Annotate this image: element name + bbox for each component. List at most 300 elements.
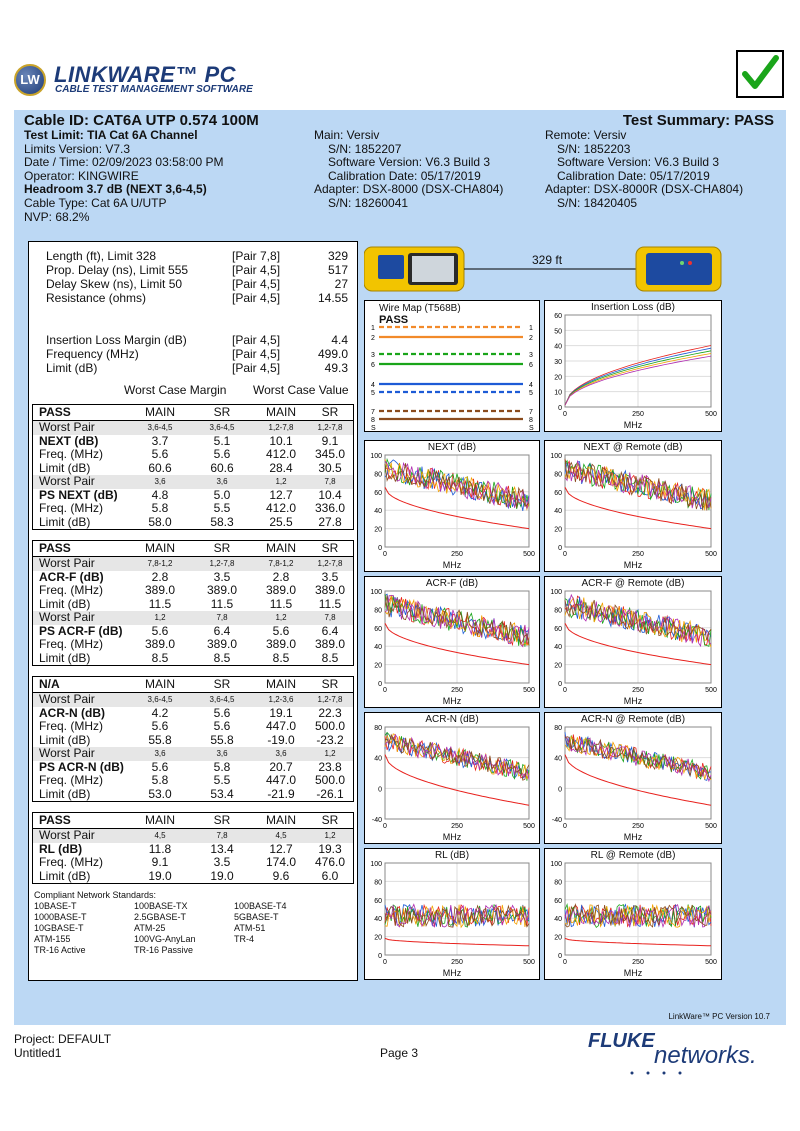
- y-tick-label: 80: [374, 879, 382, 887]
- x-axis-label: MHz: [623, 560, 643, 570]
- x-axis-label: MHz: [442, 832, 462, 842]
- table-row: [33, 829, 353, 843]
- table-row: [33, 734, 353, 748]
- measurement-chart: [544, 440, 722, 572]
- y-tick-label: 40: [554, 755, 562, 763]
- y-tick-label: 20: [554, 934, 562, 942]
- row-value: 5.6: [151, 759, 169, 774]
- row-value: 8.5: [321, 650, 339, 665]
- row-value: 3.5: [213, 855, 231, 869]
- shield-label: S: [529, 425, 534, 432]
- row-label: Freq. (MHz): [39, 501, 103, 515]
- row-value: 389.0: [206, 637, 238, 651]
- pin-number: 1: [371, 325, 375, 332]
- project-name: Project: DEFAULT: [14, 1032, 112, 1046]
- y-tick-label: 40: [374, 508, 382, 516]
- row-value: 5.6: [151, 623, 169, 638]
- row-value: 4.8: [151, 487, 169, 502]
- y-tick-label: 20: [554, 374, 562, 382]
- table-row: [33, 638, 353, 652]
- x-tick-label: 500: [705, 687, 717, 694]
- row-value: 27.8: [318, 514, 342, 529]
- row-label: Limit (dB): [39, 460, 91, 475]
- row-value: 1,2: [275, 613, 287, 622]
- y-tick-label: 40: [554, 343, 562, 351]
- row-label: Freq. (MHz): [39, 719, 103, 733]
- y-tick-label: -40: [371, 817, 382, 824]
- row-value: 389.0: [314, 583, 346, 597]
- y-tick-label: 40: [554, 916, 562, 924]
- y-tick-label: 0: [378, 786, 382, 794]
- row-value: 55.8: [210, 732, 234, 747]
- results-table: [32, 404, 354, 530]
- row-value: 11.5: [148, 596, 172, 611]
- y-tick-label: 100: [550, 453, 562, 460]
- pin-number: 6: [529, 362, 533, 369]
- x-tick-label: 0: [383, 823, 387, 830]
- row-label: Limit (dB): [39, 596, 91, 611]
- y-tick-label: 0: [378, 953, 382, 960]
- x-tick-label: 250: [451, 551, 463, 558]
- row-value: 11.5: [210, 596, 234, 611]
- summary-label: Delay Skew (ns), Limit 50: [46, 277, 183, 291]
- date-time: Date / Time: 02/09/2023 03:58:00 PM: [24, 155, 224, 170]
- row-value: 60.6: [148, 460, 172, 475]
- pin-number: 8: [529, 417, 533, 424]
- y-tick-label: 20: [554, 662, 562, 670]
- row-value: 8.5: [151, 650, 169, 665]
- table-row: [33, 870, 353, 884]
- x-tick-label: 500: [523, 959, 535, 966]
- row-value: -21.9: [267, 786, 295, 801]
- network-standard: 10GBASE-T: [34, 923, 84, 933]
- x-tick-label: 500: [523, 823, 535, 830]
- row-value: 1,2-7,8: [317, 559, 343, 568]
- y-tick-label: 0: [558, 786, 562, 794]
- row-label: Worst Pair: [39, 828, 95, 842]
- pin-number: 8: [371, 417, 375, 424]
- table-row: [33, 571, 353, 585]
- summary-value: 517: [327, 263, 348, 277]
- y-tick-label: 60: [554, 313, 562, 320]
- row-value: 9.1: [151, 855, 169, 869]
- column-header: MAIN: [266, 813, 296, 827]
- x-tick-label: 0: [383, 687, 387, 694]
- table-status: PASS: [39, 405, 71, 419]
- row-label: ACR-N (dB): [39, 705, 105, 720]
- x-axis-label: MHz: [623, 832, 643, 842]
- y-tick-label: 20: [374, 662, 382, 670]
- network-standard: 100BASE-TX: [134, 901, 188, 911]
- column-header: MAIN: [266, 677, 296, 691]
- row-value: 4,5: [275, 831, 287, 840]
- row-value: 7,8-1,2: [268, 559, 294, 568]
- column-header: SR: [321, 677, 339, 691]
- column-header: MAIN: [145, 813, 175, 827]
- y-tick-label: 80: [374, 607, 382, 615]
- table-row: [33, 652, 353, 666]
- summary-value: 329: [327, 249, 348, 263]
- measurement-chart: [544, 576, 722, 708]
- row-value: 2.8: [151, 569, 169, 584]
- row-value: 3,6-4,5: [147, 695, 173, 704]
- x-tick-label: 0: [383, 959, 387, 966]
- limits-version: Limits Version: V7.3: [24, 141, 131, 156]
- table-status: PASS: [39, 541, 71, 555]
- y-tick-label: 60: [374, 625, 382, 633]
- remote-sn: S/N: 1852203: [557, 141, 631, 156]
- results-table: [32, 676, 354, 802]
- row-value: 23.8: [318, 759, 342, 774]
- x-tick-label: 500: [705, 551, 717, 558]
- summary-label: Limit (dB): [46, 361, 98, 375]
- y-tick-label: 80: [554, 879, 562, 887]
- table-row: [33, 462, 353, 476]
- table-row: [33, 788, 353, 802]
- table-row: [33, 693, 353, 707]
- row-label: Worst Pair: [39, 610, 95, 624]
- network-standard: ATM-25: [134, 923, 166, 933]
- network-standard: TR-16 Active: [34, 945, 86, 955]
- row-label: Worst Pair: [39, 420, 95, 434]
- table-row: [33, 435, 353, 449]
- fluke-networks-logo: [588, 1030, 778, 1078]
- main-sw: Software Version: V6.3 Build 3: [328, 155, 491, 170]
- row-value: 1,2-7,8: [209, 559, 235, 568]
- column-header: SR: [321, 813, 339, 827]
- row-value: 412.0: [265, 501, 297, 515]
- y-tick-label: 0: [558, 545, 562, 552]
- row-value: 53.4: [210, 786, 234, 801]
- table-row: [33, 747, 353, 761]
- row-value: 5.8: [151, 501, 169, 515]
- row-value: 4.2: [151, 705, 169, 720]
- row-value: 447.0: [265, 773, 297, 787]
- row-value: 3,6: [216, 749, 228, 758]
- y-tick-label: 40: [554, 508, 562, 516]
- chart-title: NEXT @ Remote (dB): [583, 442, 683, 453]
- main-cal: Calibration Date: 05/17/2019: [328, 168, 481, 183]
- row-value: 476.0: [314, 855, 346, 869]
- remote-adapter-sn: S/N: 18420405: [557, 195, 638, 210]
- pin-number: 5: [529, 390, 533, 397]
- network-standard: TR-16 Passive: [134, 945, 194, 955]
- header-left-info: [24, 129, 324, 224]
- main-adapter: Adapter: DSX-8000 (DSX-CHA804): [314, 182, 504, 197]
- row-value: 1,2-3,6: [268, 695, 294, 704]
- x-tick-label: 250: [632, 411, 644, 418]
- x-axis-label: MHz: [623, 696, 643, 706]
- row-value: 6.4: [321, 623, 339, 638]
- pin-number: 3: [371, 352, 375, 359]
- table-row: [33, 584, 353, 598]
- x-axis-label: MHz: [623, 968, 643, 978]
- row-value: 19.0: [210, 868, 234, 883]
- row-value: 22.3: [318, 705, 342, 720]
- row-value: 412.0: [265, 447, 297, 461]
- table-header-row: [33, 678, 353, 692]
- y-tick-label: 0: [558, 953, 562, 960]
- row-value: 389.0: [265, 583, 297, 597]
- row-value: 60.6: [210, 460, 234, 475]
- table-row: [33, 761, 353, 775]
- row-value: 19.3: [318, 841, 342, 856]
- y-tick-label: -40: [551, 817, 562, 824]
- chart-title: RL @ Remote (dB): [590, 850, 676, 861]
- pin-number: 3: [529, 352, 533, 359]
- y-tick-label: 40: [554, 644, 562, 652]
- network-standard: 2.5GBASE-T: [134, 912, 187, 922]
- y-tick-label: 60: [554, 897, 562, 905]
- column-header: MAIN: [266, 541, 296, 555]
- networks-brand: networks.: [654, 1042, 757, 1069]
- main-sn: S/N: 1852207: [328, 141, 402, 156]
- row-value: 3.7: [151, 433, 169, 448]
- row-value: 10.1: [269, 433, 293, 448]
- row-label: Limit (dB): [39, 786, 91, 801]
- chart-title: Insertion Loss (dB): [591, 302, 675, 313]
- shield-label: S: [371, 425, 376, 432]
- pin-number: 6: [371, 362, 375, 369]
- row-value: -26.1: [316, 786, 344, 801]
- row-value: 25.5: [269, 514, 293, 529]
- worst-case-margin-header: Worst Case Margin: [124, 383, 227, 397]
- table-row: [33, 421, 353, 435]
- table-row: [33, 448, 353, 462]
- row-value: 5.6: [151, 447, 169, 461]
- y-tick-label: 80: [554, 725, 562, 732]
- y-tick-label: 80: [374, 725, 382, 732]
- table-row: [33, 707, 353, 721]
- row-value: 5.0: [213, 487, 231, 502]
- summary-label: Resistance (ohms): [46, 291, 147, 305]
- row-value: 10.4: [318, 487, 342, 502]
- summary-value: 4.4: [331, 333, 348, 347]
- row-value: 389.0: [144, 637, 176, 651]
- row-value: 7,8: [216, 831, 228, 840]
- summary-value: 27: [334, 277, 348, 291]
- table-row: [33, 516, 353, 530]
- row-label: Freq. (MHz): [39, 583, 103, 597]
- y-tick-label: 40: [374, 916, 382, 924]
- row-value: 11.5: [318, 596, 342, 611]
- row-label: ACR-F (dB): [39, 569, 104, 584]
- row-value: 3,6: [154, 477, 166, 486]
- y-tick-label: 60: [554, 625, 562, 633]
- row-value: 5.6: [151, 719, 169, 733]
- results-table: [32, 540, 354, 666]
- column-header: SR: [321, 541, 339, 555]
- headroom: Headroom 3.7 dB (NEXT 3,6-4,5): [24, 182, 207, 197]
- y-tick-label: 60: [374, 897, 382, 905]
- column-header: MAIN: [145, 541, 175, 555]
- x-tick-label: 500: [523, 687, 535, 694]
- x-tick-label: 250: [451, 823, 463, 830]
- header-main-info: [314, 129, 554, 211]
- summary-label: Insertion Loss Margin (dB): [46, 333, 187, 347]
- row-label: Worst Pair: [39, 692, 95, 706]
- pass-check-icon: [736, 50, 784, 98]
- measurement-chart: [544, 300, 722, 432]
- y-tick-label: 20: [374, 526, 382, 534]
- wire-map-chart: [364, 300, 540, 432]
- y-tick-label: 60: [374, 489, 382, 497]
- row-value: 13.4: [210, 841, 234, 856]
- row-value: 1,2-7,8: [268, 423, 294, 432]
- row-value: 5.6: [213, 447, 231, 461]
- column-header: MAIN: [266, 405, 296, 419]
- logo-subtitle: CABLE TEST MANAGEMENT SOFTWARE: [55, 84, 253, 95]
- network-standard: ATM-155: [34, 934, 71, 944]
- row-value: -19.0: [267, 732, 295, 747]
- x-tick-label: 250: [451, 687, 463, 694]
- row-value: 500.0: [314, 773, 346, 787]
- table-row: [33, 475, 353, 489]
- pin-number: 7: [371, 409, 375, 416]
- x-axis-label: MHz: [442, 696, 462, 706]
- x-tick-label: 0: [563, 411, 567, 418]
- y-tick-label: 60: [554, 489, 562, 497]
- y-tick-label: 20: [554, 526, 562, 534]
- row-value: 7,8: [216, 613, 228, 622]
- logo-title: LINKWARE™ PC: [54, 62, 236, 87]
- row-label: Limit (dB): [39, 732, 91, 747]
- cable-id: Cable ID: CAT6A UTP 0.574 100M: [24, 112, 259, 129]
- row-value: 55.8: [148, 732, 172, 747]
- y-tick-label: 20: [374, 934, 382, 942]
- y-tick-label: 40: [374, 644, 382, 652]
- row-value: 5.5: [213, 501, 231, 515]
- software-version: LinkWare™ PC Version 10.7: [668, 1012, 770, 1021]
- measurement-chart: [364, 440, 540, 572]
- y-tick-label: 100: [550, 589, 562, 596]
- row-value: 5.6: [213, 719, 231, 733]
- row-value: 3.5: [213, 569, 231, 584]
- x-tick-label: 500: [523, 551, 535, 558]
- y-tick-label: 80: [554, 607, 562, 615]
- chart-title: NEXT (dB): [427, 442, 477, 453]
- row-value: 5.8: [213, 759, 231, 774]
- chart-title: RL (dB): [434, 850, 470, 861]
- table-row: [33, 843, 353, 857]
- summary-pair: [Pair 4,5]: [232, 347, 281, 361]
- network-standard: 100BASE-T4: [234, 901, 287, 911]
- table-status: PASS: [39, 813, 71, 827]
- y-tick-label: 100: [370, 453, 382, 460]
- row-value: 5.6: [272, 623, 290, 638]
- test-summary: Test Summary: PASS: [622, 112, 774, 129]
- row-label: Freq. (MHz): [39, 447, 103, 461]
- row-value: 2.8: [272, 569, 290, 584]
- measurement-chart: [364, 576, 540, 708]
- x-tick-label: 250: [451, 959, 463, 966]
- pin-number: 5: [371, 390, 375, 397]
- row-value: 11.5: [269, 596, 293, 611]
- results-table: [32, 812, 354, 884]
- row-value: 1,2: [324, 831, 336, 840]
- row-label: Freq. (MHz): [39, 855, 103, 869]
- summary-value: 14.55: [317, 291, 348, 305]
- row-value: 20.7: [269, 759, 293, 774]
- page-number: Page 3: [380, 1046, 419, 1060]
- chart-title: ACR-F @ Remote (dB): [581, 578, 685, 589]
- table-row: [33, 502, 353, 516]
- summary-value: 49.3: [324, 361, 348, 375]
- row-label: Limit (dB): [39, 868, 91, 883]
- row-value: 3,6: [216, 477, 228, 486]
- summary-pair: [Pair 7,8]: [232, 249, 281, 263]
- summary-label: Prop. Delay (ns), Limit 555: [46, 263, 189, 277]
- y-tick-label: 50: [554, 328, 562, 336]
- x-tick-label: 0: [563, 959, 567, 966]
- x-tick-label: 0: [383, 551, 387, 558]
- row-label: Limit (dB): [39, 650, 91, 665]
- pin-number: 4: [371, 382, 375, 389]
- row-value: 500.0: [314, 719, 346, 733]
- fluke-brand: FLUKE: [588, 1030, 655, 1052]
- wire-map-status: PASS: [379, 314, 409, 326]
- tester-diagram: [364, 245, 723, 295]
- remote-cal: Calibration Date: 05/17/2019: [557, 168, 710, 183]
- row-value: 53.0: [148, 786, 172, 801]
- row-value: 8.5: [272, 650, 290, 665]
- row-value: 389.0: [265, 637, 297, 651]
- table-header-row: [33, 406, 353, 420]
- pin-number: 4: [529, 382, 533, 389]
- summary-label: Frequency (MHz): [46, 347, 139, 361]
- row-label: Freq. (MHz): [39, 773, 103, 787]
- table-row: [33, 625, 353, 639]
- operator: Operator: KINGWIRE: [24, 168, 139, 183]
- table-row: [33, 611, 353, 625]
- x-tick-label: 250: [632, 959, 644, 966]
- worst-case-value-header: Worst Case Value: [253, 383, 349, 397]
- row-value: 5.8: [151, 773, 169, 787]
- remote-adapter: Adapter: DSX-8000R (DSX-CHA804): [545, 182, 744, 197]
- row-value: 12.7: [269, 841, 293, 856]
- lw-badge-icon: LW: [14, 64, 46, 96]
- network-standard: 100VG-AnyLan: [134, 934, 196, 944]
- summary-pair: [Pair 4,5]: [232, 361, 281, 375]
- row-value: 389.0: [314, 637, 346, 651]
- row-value: 5.5: [213, 773, 231, 787]
- remote-unit: Remote: Versiv: [545, 128, 627, 142]
- row-value: 12.7: [269, 487, 293, 502]
- row-value: 6.4: [213, 623, 231, 638]
- row-label: PS ACR-F (dB): [39, 623, 123, 638]
- row-value: 19.1: [269, 705, 293, 720]
- pin-number: 2: [371, 335, 375, 342]
- table-row: [33, 720, 353, 734]
- row-label: Worst Pair: [39, 474, 95, 488]
- measurement-chart: [544, 712, 722, 844]
- header-remote-info: [545, 129, 785, 211]
- network-standard: 5GBASE-T: [234, 912, 279, 922]
- nvp: NVP: 68.2%: [24, 209, 90, 224]
- row-value: 8.5: [213, 650, 231, 665]
- row-value: 28.4: [269, 460, 293, 475]
- table-row: [33, 557, 353, 571]
- row-value: 1,2: [275, 477, 287, 486]
- measurement-chart: [364, 848, 540, 980]
- x-tick-label: 250: [632, 687, 644, 694]
- main-adapter-sn: S/N: 18260041: [328, 195, 409, 210]
- chart-title: ACR-N (dB): [425, 714, 479, 725]
- y-tick-label: 100: [550, 861, 562, 868]
- y-tick-label: 0: [558, 681, 562, 688]
- row-value: 3,6-4,5: [209, 423, 235, 432]
- row-value: 174.0: [265, 855, 297, 869]
